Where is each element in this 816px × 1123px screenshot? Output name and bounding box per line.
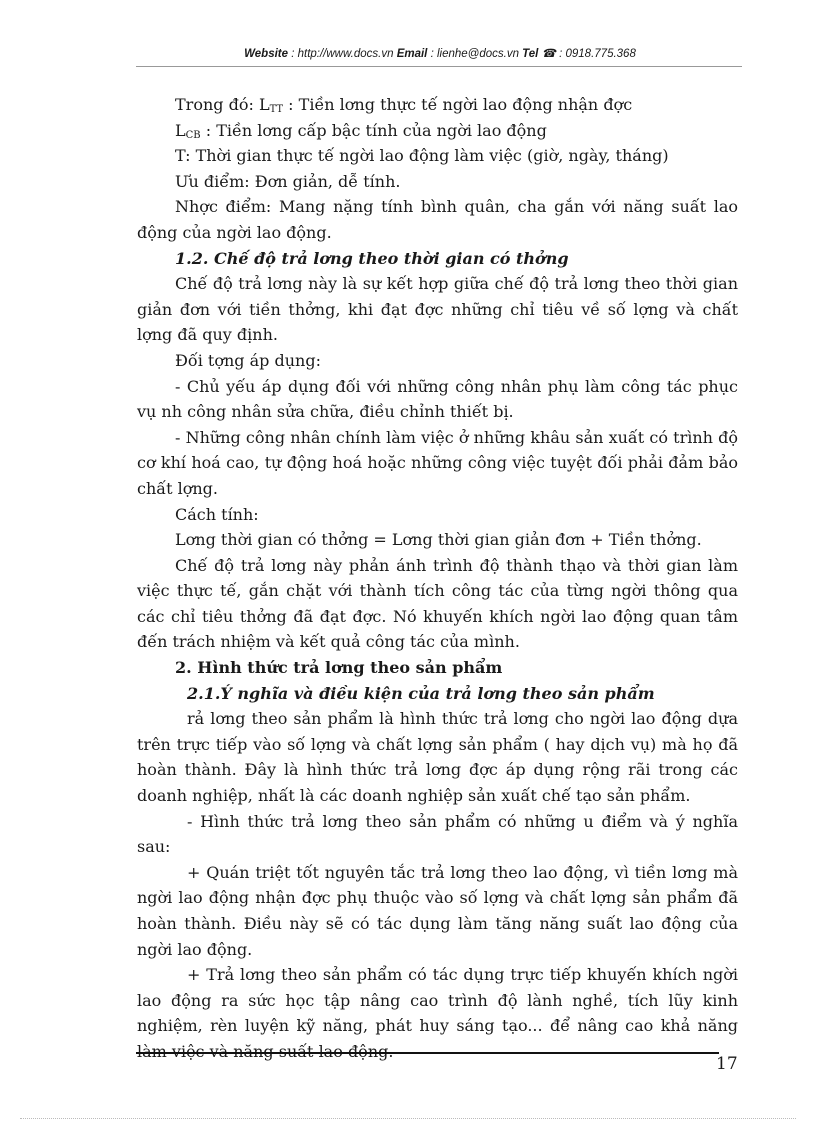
email-label: Email xyxy=(396,48,428,60)
formula: Lơng thời gian có thởng = Lơng thời gian giản đơn + Tiền thởng. xyxy=(175,530,702,550)
section-heading: 2. Hình thức trả lơng theo sản phẩm xyxy=(175,658,503,678)
subsection-heading: 2.1.Ý nghĩa và điều kiện của trả lơng theo sản phẩm xyxy=(187,683,655,703)
paragraph: Ưu điểm: Đơn giản, dễ tính. xyxy=(175,171,401,191)
paragraph: Chế độ trả lơng này phản ánh trình độ thành thạo và thời gian làm việc thực tế, gắn chặt với thành tích công tác của từng ngời thông qua các chỉ tiêu thởng đã đạt đợc. Nó khuyến khích ngời lao động quan tâm đến trách nhiệm và kết quả công tác của mình. xyxy=(137,555,738,652)
section-heading: 1.2. Chế độ trả lơng theo thời gian có thởng xyxy=(175,248,569,268)
footer-divider xyxy=(136,1052,719,1054)
paragraph: Nhợc điểm: Mang nặng tính bình quân, cha gắn với năng suất lao động của ngời lao động. xyxy=(137,197,738,242)
page-number: 17 xyxy=(716,1054,738,1074)
email-link[interactable]: lienhe@docs.vn xyxy=(436,48,519,60)
paragraph: Trong đó: $L_{TT}$ : Tiền lơng thực tế ngời lao động nhận đợc xyxy=(175,95,633,115)
phone-icon: ☎ xyxy=(541,48,556,60)
website-link[interactable]: http://www.docs.vn xyxy=(297,48,394,60)
page-edge xyxy=(20,1118,796,1119)
separator: : xyxy=(427,48,437,60)
separator: : xyxy=(288,48,298,60)
paragraph: + Trả lơng theo sản phẩm có tác dụng trực tiếp khuyến khích ngời lao động ra sức học tập nâng cao trình độ lành nghề, tích lũy kinh nghiệm, rèn luyện kỹ năng, phát huy sáng tạo... để nâng cao khả năng làm việc và năng suất lao động. xyxy=(137,965,738,1061)
paragraph: + Quán triệt tốt nguyên tắc trả lơng theo lao động, vì tiền lơng mà ngời lao động nhận đợc phụ thuộc vào số lợng và chất lợng sản phẩm đã hoàn thành. Điều này sẽ có tác dụng làm tăng năng suất lao động của ngời lao động. xyxy=(137,862,738,959)
paragraph: - Chủ yếu áp dụng đối với những công nhân phụ làm công tác phục vụ nh công nhân sửa chữa, điều chỉnh thiết bị. xyxy=(137,376,738,422)
paragraph: - Hình thức trả lơng theo sản phẩm có những u điểm và ý nghĩa sau: xyxy=(137,811,738,857)
paragraph: Chế độ trả lơng này là sự kết hợp giữa chế độ trả lơng theo thời gian giản đơn với tiền thởng, khi đạt đợc những chỉ tiêu về số lợng và chất lợng đã quy định. xyxy=(137,274,738,345)
document-body xyxy=(137,92,738,1065)
paragraph: T: Thời gian thực tế ngời lao động làm việc (giờ, ngày, tháng) xyxy=(175,146,669,166)
paragraph: Cách tính: xyxy=(175,504,259,524)
separator: : xyxy=(555,48,566,60)
paragraph: Đối tợng áp dụng: xyxy=(175,350,321,370)
paragraph: rả lơng theo sản phẩm là hình thức trả lơng cho ngời lao động dựa trên trực tiếp vào số lợng và chất lợng sản phẩm ( hay dịch vụ) mà họ đã hoàn thành. Đây là hình thức trả lơng đợc áp dụng rộng rãi trong các doanh nghiệp, nhất là các doanh nghiệp sản xuất chế tạo sản phẩm. xyxy=(137,709,738,806)
paragraph: $L_{CB}$ : Tiền lơng cấp bậc tính của ngời lao động xyxy=(175,120,547,141)
paragraph: - Những công nhân chính làm việc ở những khâu sản xuất có trình độ cơ khí hoá cao, tự động hoá hoặc những công việc tuyệt đối phải đảm bảo chất lợng. xyxy=(137,427,738,498)
website-label: Website xyxy=(244,48,289,60)
tel-number: 0918.775.368 xyxy=(565,48,636,60)
page-header xyxy=(140,46,740,60)
tel-label: Tel xyxy=(522,48,539,60)
header-divider xyxy=(136,66,742,67)
